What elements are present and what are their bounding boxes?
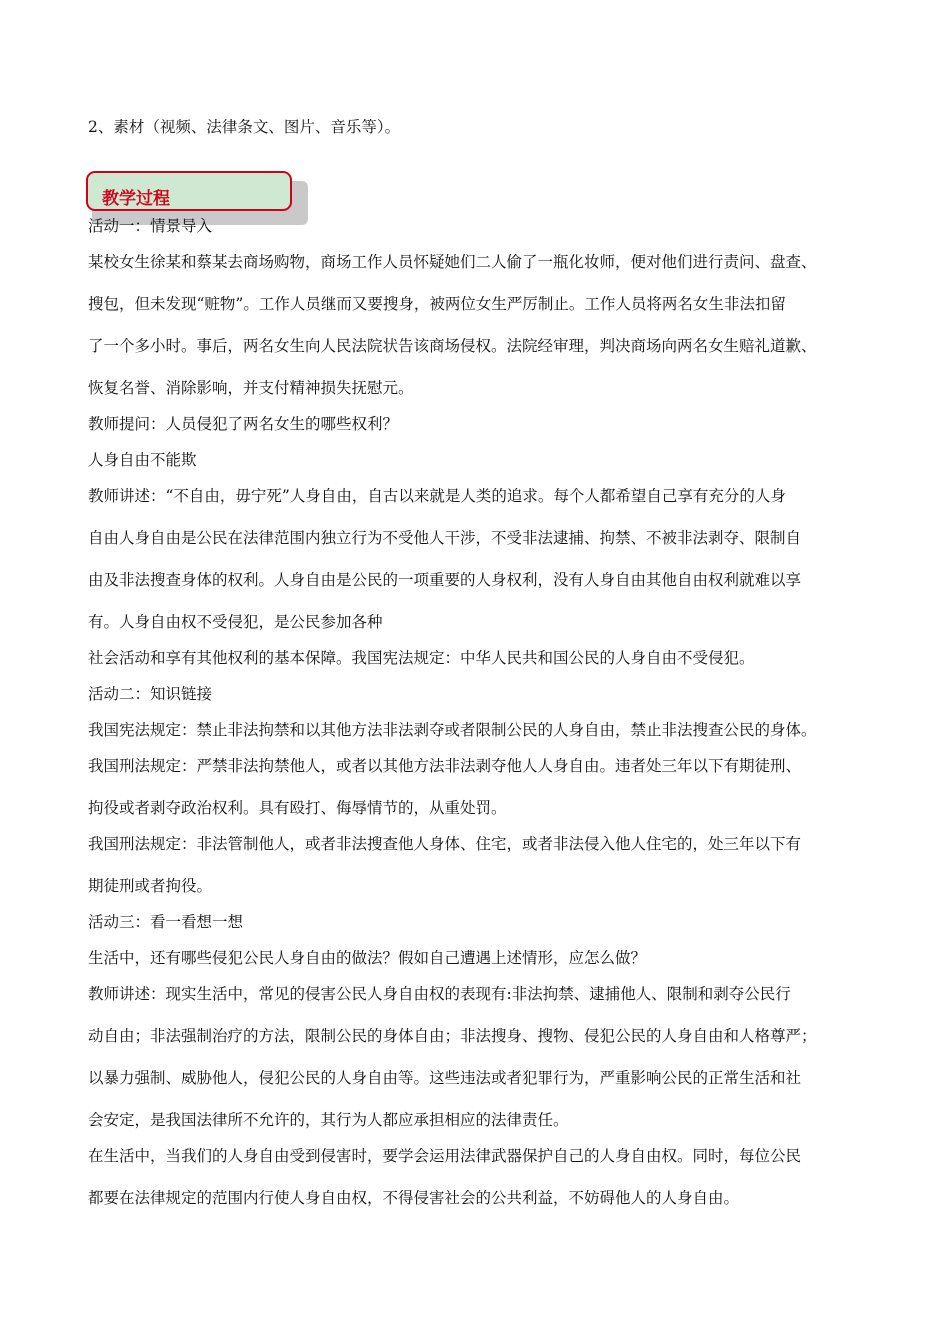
teacher-question: 教师提问：人员侵犯了两名女生的哪些权利？	[88, 415, 399, 433]
paragraph-line: 以暴力强制、威胁他人，侵犯公民的人身自由等。这些违法或者犯罪行为，严重影响公民的正常生活和社	[88, 1069, 802, 1087]
paragraph-line: 动自由；非法强制治疗的方法，限制公民的身体自由；非法搜身、搜物、侵犯公民的人身自由和人格尊严；	[88, 1027, 817, 1045]
paragraph-line: 会安定，是我国法律所不允许的，其行为人都应承担相应的法律责任。	[88, 1111, 569, 1129]
paragraph-line: 恢复名誉、消除影响，并支付精神损失抚慰元。	[88, 379, 414, 397]
paragraph-line: 社会活动和享有其他权利的基本保障。我国宪法规定：中华人民共和国公民的人身自由不受侵犯。	[88, 649, 755, 667]
paragraph-line: 教师讲述：“不自由，毋宁死”人身自由，自古以来就是人类的追求。每个人都希望自己享有充分的人身	[88, 487, 786, 505]
paragraph-line: 我国刑法规定：非法管制他人，或者非法搜查他人身体、住宅，或者非法侵入他人住宅的，处三年以下有	[88, 835, 802, 853]
paragraph-line: 搜包，但未发现“赃物”。工作人员继而又要搜身，被两位女生严厉制止。工作人员将两名女生非法扣留	[88, 295, 786, 313]
activity-1-title: 活动一：情景导入	[88, 217, 213, 235]
paragraph-line: 我国宪法规定：禁止非法拘禁和以其他方法非法剥夺或者限制公民的人身自由，禁止非法搜查公民的身体。	[88, 721, 817, 739]
paragraph-line: 有。人身自由权不受侵犯，是公民参加各种	[88, 613, 383, 631]
paragraph-line: 期徒刑或者拘役。	[88, 877, 213, 895]
paragraph-line: 某校女生徐某和蔡某去商场购物，商场工作人员怀疑她们二人偷了一瓶化妆师，便对他们进行责问、盘查、	[88, 253, 817, 271]
section-heading-box	[86, 171, 292, 211]
paragraph-line: 都要在法律规定的范围内行使人身自由权，不得侵害社会的公共利益，不妨碍他人的人身自由。	[88, 1189, 740, 1207]
paragraph-line: 在生活中，当我们的人身自由受到侵害时，要学会运用法律武器保护自己的人身自由权。同时，每位公民	[88, 1147, 802, 1165]
activity-3-title: 活动三：看一看想一想	[88, 913, 244, 931]
section-heading: 教学过程	[102, 189, 170, 209]
subheading: 人身自由不能欺	[88, 451, 197, 469]
paragraph-line: 教师讲述：现实生活中，常见的侵害公民人身自由权的表现有:非法拘禁、逮捕他人、限制和剥夺公民行	[88, 985, 791, 1003]
materials-line: 2、素材（视频、法律条文、图片、音乐等）。	[88, 118, 401, 136]
paragraph-line: 由及非法搜查身体的权利。人身自由是公民的一项重要的人身权利，没有人身自由其他自由权利就难以享	[88, 571, 802, 589]
paragraph-line: 自由人身自由是公民在法律范围内独立行为不受他人干涉，不受非法逮捕、拘禁、不被非法剥夺、限制自	[88, 529, 802, 547]
paragraph-line: 了一个多小时。事后，两名女生向人民法院状告该商场侵权。法院经审理，判决商场向两名女生赔礼道歉、	[88, 337, 817, 355]
paragraph-line: 生活中，还有哪些侵犯公民人身自由的做法？假如自己遭遇上述情形，应怎么做？	[88, 949, 647, 967]
paragraph-line: 拘役或者剥夺政治权利。具有殴打、侮辱情节的，从重处罚。	[88, 799, 507, 817]
paragraph-line: 我国刑法规定：严禁非法拘禁他人，或者以其他方法非法剥夺他人人身自由。违者处三年以下有期徒刑、	[88, 757, 802, 775]
activity-2-title: 活动二：知识链接	[88, 685, 213, 703]
